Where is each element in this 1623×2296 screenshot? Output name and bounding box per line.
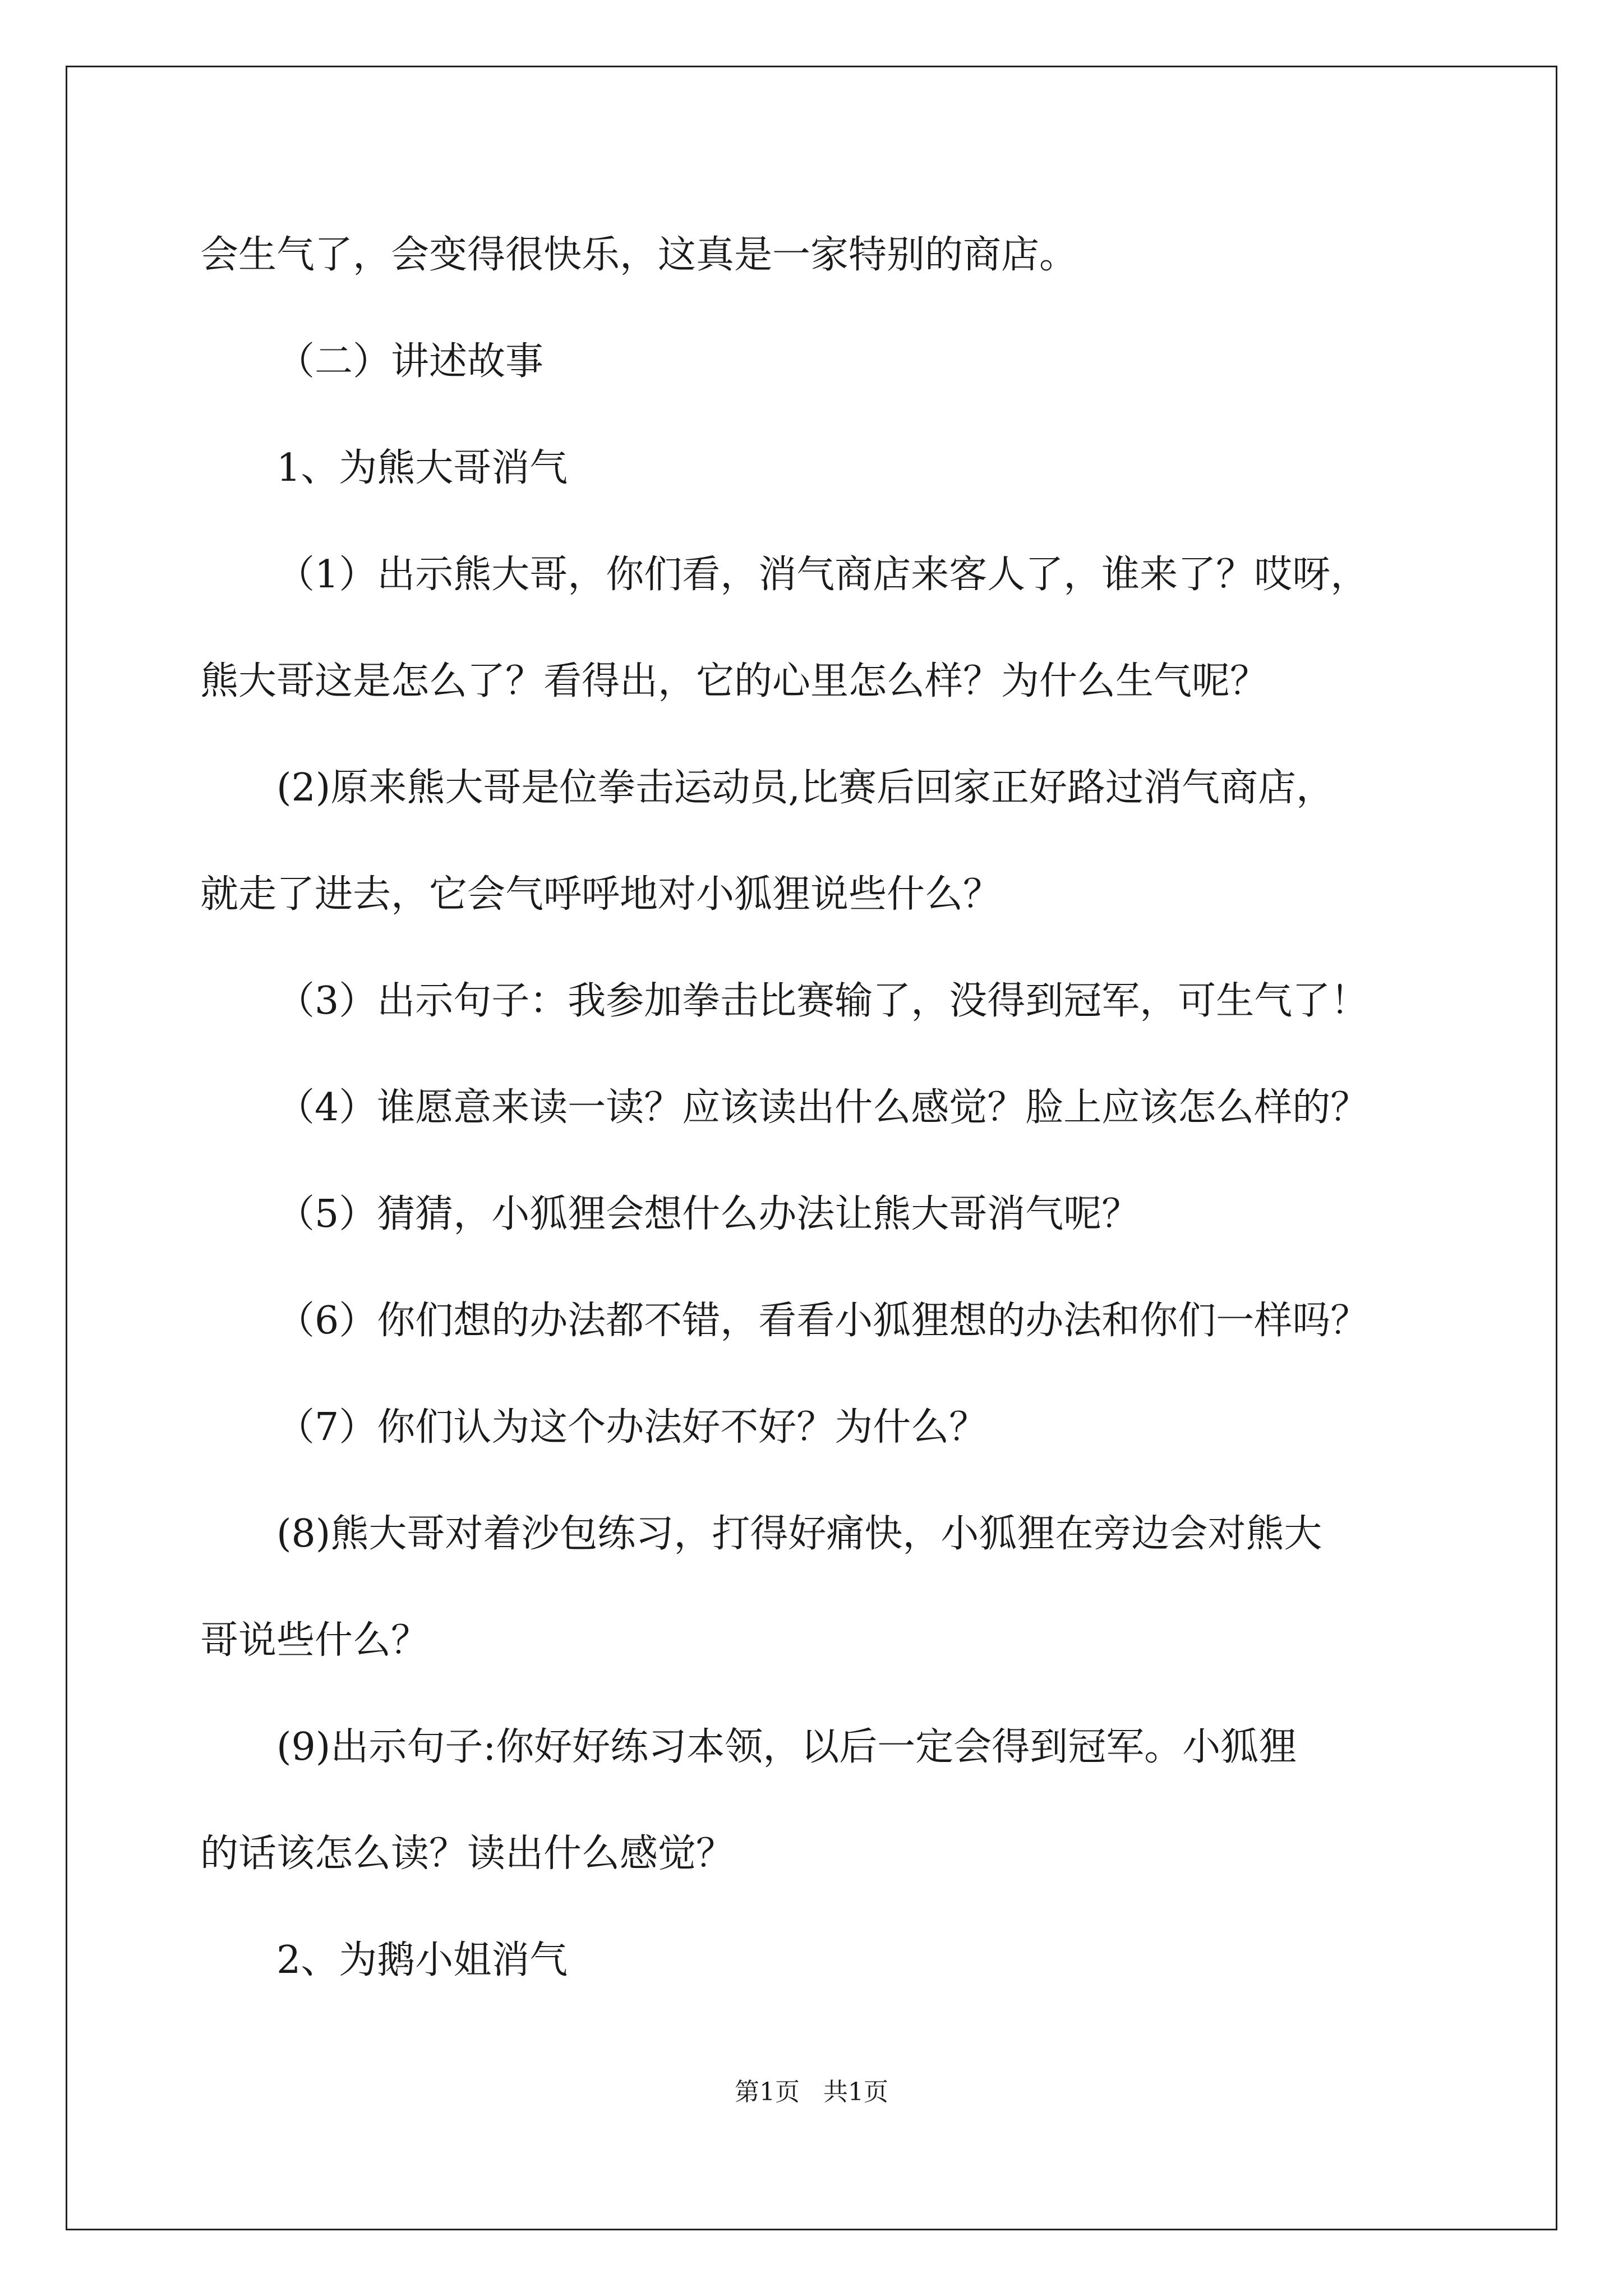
paragraph-line: （7）你们认为这个办法好不好？为什么？ [276, 1405, 988, 1450]
paragraph-line: （3）出示句子：我参加拳击比赛输了，没得到冠军，可生气了！ [276, 979, 1369, 1023]
paragraph-line: (8)熊大哥对着沙包练习，打得好痛快，小狐狸在旁边会对熊大 [276, 1512, 1322, 1556]
paragraph-line: (2)原来熊大哥是位拳击运动员,比赛后回家正好路过消气商店， [276, 766, 1334, 810]
subsection-heading: 1、为熊大哥消气 [276, 446, 568, 490]
paragraph-line: 会生气了，会变得很快乐，这真是一家特别的商店。 [200, 233, 1078, 277]
document-body [200, 202, 1456, 2014]
paragraph-line: 哥说些什么？ [200, 1618, 430, 1663]
section-heading: （二）讲述故事 [276, 339, 544, 384]
paragraph-line: （4）谁愿意来读一读？应该读出什么感觉？脸上应该怎么样的？ [276, 1085, 1369, 1130]
paragraph-line: 就走了进去，它会气呼呼地对小狐狸说些什么？ [200, 872, 1002, 917]
paragraph-line: (9)出示句子:你好好练习本领，以后一定会得到冠军。小狐狸 [276, 1725, 1297, 1769]
paragraph-line: （6）你们想的办法都不错，看看小狐狸想的办法和你们一样吗？ [276, 1299, 1369, 1343]
page-footer: 第1页 共1页 [735, 2078, 888, 2106]
paragraph-line: （1）出示熊大哥，你们看，消气商店来客人了，谁来了？哎呀， [276, 553, 1369, 597]
paragraph-line: 的话该怎么读？读出什么感觉？ [200, 1832, 735, 1876]
paragraph-line: 熊大哥这是怎么了？看得出，它的心里怎么样？为什么生气呢？ [200, 659, 1269, 703]
paragraph-line: （5）猜猜，小狐狸会想什么办法让熊大哥消气呢？ [276, 1192, 1140, 1236]
subsection-heading: 2、为鹅小姐消气 [276, 1938, 568, 1982]
